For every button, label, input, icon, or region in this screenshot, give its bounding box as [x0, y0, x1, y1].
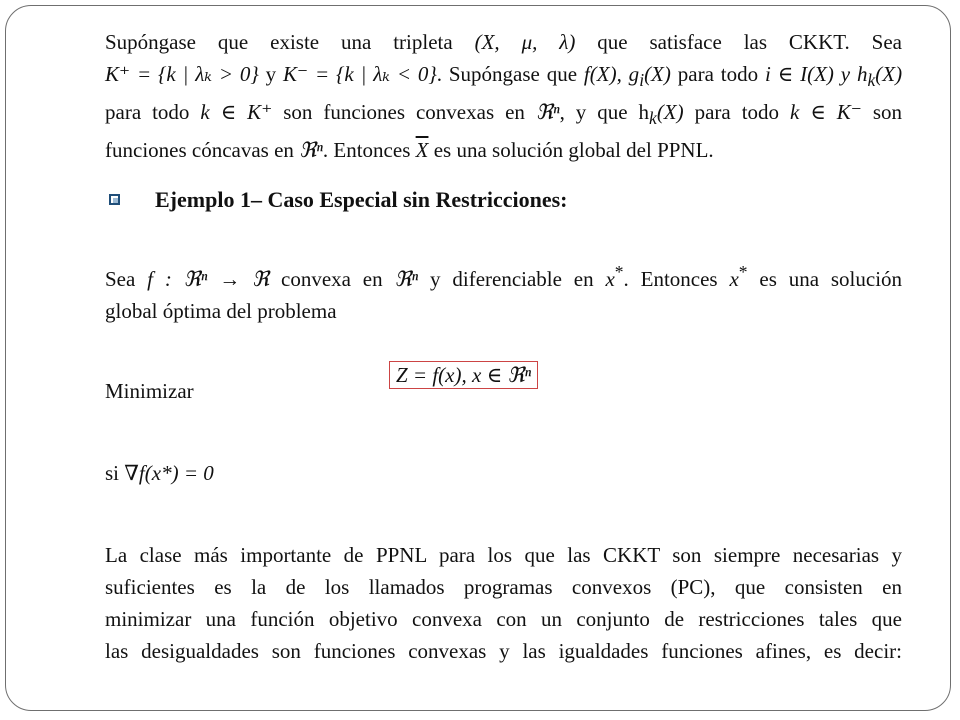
- text: para todo: [105, 100, 190, 125]
- text: convexa en: [281, 267, 383, 292]
- hx-formula: (X): [875, 62, 903, 86]
- p1-line3: [105, 96, 902, 134]
- p1-line2: [105, 58, 902, 96]
- p1-line1: [105, 26, 902, 58]
- text: es una solución global del PPNL.: [433, 138, 714, 163]
- heading-text: Ejemplo 1– Caso Especial sin Restricciones:: [155, 187, 568, 213]
- objective-formula: Z = f(x), x ∈ ℜⁿ: [389, 361, 538, 389]
- xstar-formula: x: [729, 267, 739, 292]
- section-heading: [107, 184, 902, 224]
- rn-formula: ℜⁿ: [535, 100, 560, 125]
- minimize-line: [105, 363, 902, 407]
- subscript: k: [649, 108, 657, 129]
- p3-line2: suficientes es la de los llamados programas convexos (PC), que consisten en: [105, 575, 902, 600]
- minimizar-label: Minimizar: [105, 379, 194, 404]
- rn-formula: ℜⁿ: [299, 138, 323, 163]
- text: , y que h: [559, 100, 650, 125]
- p1-line4: [105, 134, 902, 166]
- text: y diferenciable en: [430, 267, 594, 292]
- k-in-kplus-formula: k ∈ K⁺: [200, 100, 273, 125]
- p3-line3: minimizar una función objetivo convexa con un conjunto de restricciones tales que: [105, 607, 902, 632]
- text: Supóngase que existe una tripleta: [105, 30, 453, 54]
- p3-line4: las desigualdades son funciones convexas y las igualdades funciones afines, es decir:: [105, 639, 902, 664]
- gx-formula: (X): [644, 62, 671, 86]
- xbar-formula: $\overline{X}$: [415, 138, 429, 163]
- slide-content: [105, 26, 902, 667]
- subscript: k: [867, 70, 876, 91]
- p2-line1: Sea f : ℜⁿ → ℜ convexa en ℜⁿ y diferenciable en x*. Entonces x* es una solución: [105, 262, 903, 292]
- hx-formula: (X): [656, 100, 684, 125]
- checkbox-bullet-icon: [109, 194, 120, 205]
- text: funciones cóncavas en: [105, 138, 294, 163]
- text: . Entonces: [623, 267, 718, 292]
- text: . Supóngase que: [436, 62, 578, 86]
- text: y: [265, 62, 277, 86]
- text: Sea: [105, 267, 136, 292]
- gradient-formula: ∇f(x*) = 0: [124, 461, 214, 486]
- si-label: si: [105, 461, 120, 486]
- fx-formula: f(X), g: [583, 62, 640, 86]
- iix-formula: i ∈ I(X): [764, 62, 834, 86]
- condition-line: [105, 457, 902, 489]
- text: . Entonces: [322, 138, 411, 163]
- kminus-formula: K⁻ = {k | λₖ < 0}: [283, 62, 437, 86]
- text: es una solución: [759, 267, 903, 292]
- p2-line2: global óptima del problema: [105, 299, 337, 324]
- map-formula: f : ℜⁿ → ℜ: [147, 267, 270, 292]
- rn-formula: ℜⁿ: [394, 267, 419, 292]
- k-in-kminus-formula: k ∈ K⁻: [790, 100, 862, 125]
- text: son: [872, 100, 903, 125]
- kplus-formula: K⁺ = {k | λₖ > 0}: [105, 62, 259, 86]
- subscript: i: [639, 70, 645, 91]
- text: para todo: [694, 100, 780, 125]
- p3-line1: La clase más importante de PPNL para los que las CKKT son siempre necesarias y: [105, 543, 902, 568]
- triple-formula: (X, μ, λ): [474, 30, 576, 54]
- hk-formula: y h: [840, 62, 868, 86]
- xstar-formula: x: [605, 267, 615, 292]
- text: que satisface las CKKT. Sea: [597, 30, 903, 54]
- text: son funciones convexas en: [283, 100, 525, 125]
- text: para todo: [677, 62, 759, 86]
